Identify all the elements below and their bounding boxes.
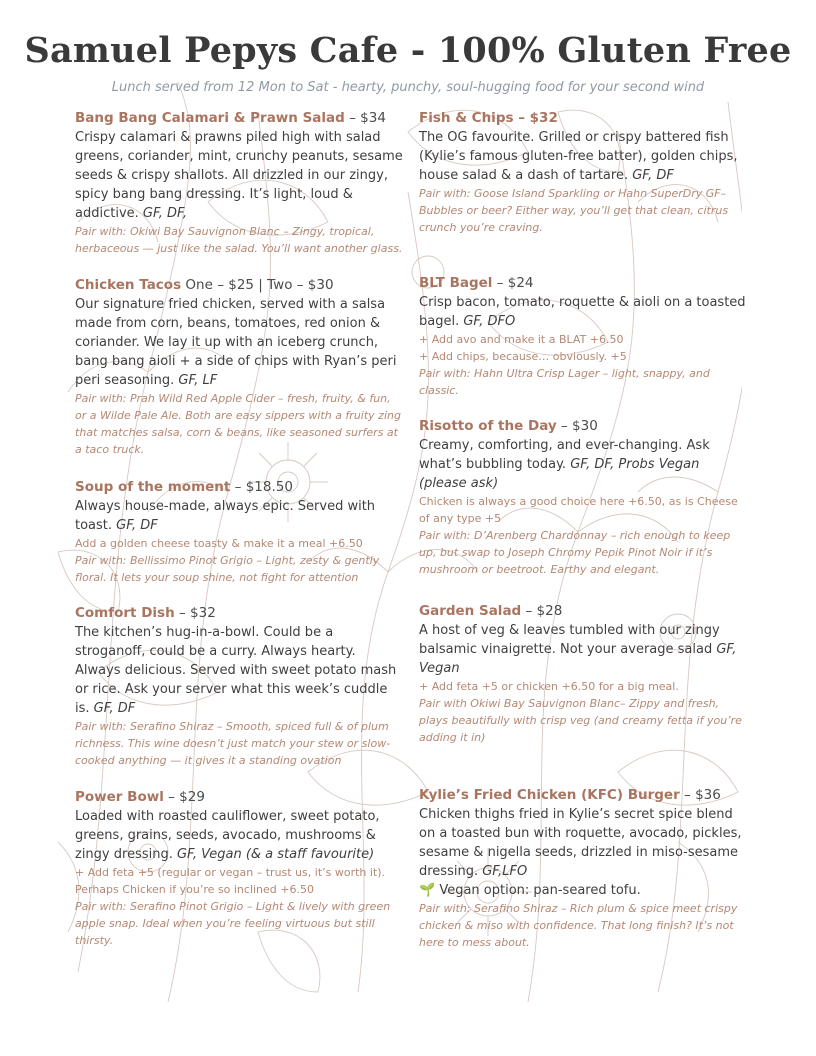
- item-pairing: Pair with Okiwi Bay Sauvignon Blanc– Zippy and fresh, plays beautifully with crisp veg (and creamy fetta if you’re adding it in): [419, 697, 742, 744]
- item-pairing: Pair with: Prah Wild Red Apple Cider – fresh, fruity, & fun, or a Wilde Pale Ale. Both are easy sippers with a fruity zing that matches salsa, corn & beans, like seasoned surfers at a taco truck.: [75, 392, 401, 456]
- item-pairing: Pair with: D’Arenberg Chardonnay – rich enough to keep up, but swap to Joseph Chromy Pepik Pinot Noir if it’s mushroom or beetroot. Earthy and elegant.: [419, 529, 731, 576]
- item-addon: + Add feta +5 (regular or vegan – trust us, it’s worth it).: [75, 866, 386, 879]
- item-tags: GF, DF: [116, 518, 158, 533]
- item-tags: GF,LFO: [482, 864, 528, 879]
- item-price: – $28: [521, 603, 563, 619]
- item-name: Power Bowl: [75, 789, 164, 805]
- item-description: Chicken thighs fried in Kylie’s secret spice blend on a toasted bun with roquette, avocado, pickles, sesame & nigella seeds, drizzled in miso-sesame dressing. GF,LFO: [419, 807, 742, 879]
- item-name: Comfort Dish: [75, 605, 175, 621]
- item-name: Bang Bang Calamari & Prawn Salad: [75, 110, 345, 126]
- item-heading: [419, 274, 749, 293]
- item-description: Our signature fried chicken, served with a salsa made from corn, beans, tomatoes, red onion & coriander. We lay it up with an iceberg crunch, bang bang aioli + a side of chips with Ryan’s peri peri seasoning. GF, LF: [75, 297, 397, 388]
- item-pairing: Pair with: Serafino Shiraz – Rich plum & spice meet crispy chicken & miso with confidence. That long finish? It’s not here to mess about.: [419, 902, 738, 949]
- item-heading: [75, 109, 405, 128]
- item-description: The OG favourite. Grilled or crispy battered fish (Kylie’s famous gluten-free batter), golden chips, house salad & a dash of tartare. GF, DF: [419, 130, 738, 183]
- menu-item-chicken-tacos: [75, 276, 405, 458]
- vegan-option: 🌱 Vegan option: pan-seared tofu.: [419, 883, 641, 898]
- item-description: A host of veg & leaves tumbled with our zingy balsamic vinaigrette. Not your average salad GF, Vegan: [419, 623, 737, 676]
- menu-item-blt-bagel: [419, 274, 749, 399]
- item-tags: GF, Vegan (& a staff favourite): [176, 847, 375, 862]
- item-name: BLT Bagel: [419, 275, 493, 291]
- item-addon: Chicken is always a good choice here +6.50, as is Cheese of any type +5: [419, 495, 738, 525]
- item-price: – $18.50: [230, 479, 293, 495]
- item-tags: GF, LF: [178, 373, 218, 388]
- seedling-icon: 🌱: [419, 883, 436, 898]
- item-heading: [75, 604, 405, 623]
- item-heading: [419, 786, 749, 805]
- item-tags: GF, DF: [93, 701, 136, 716]
- item-description: Loaded with roasted cauliflower, sweet potato, greens, grains, seeds, avocado, mushrooms & zingy dressing. GF, Vegan (& a staff favourite): [75, 809, 380, 862]
- item-name: Soup of the moment: [75, 479, 231, 495]
- item-pairing: Pair with: Serafino Pinot Grigio – Light & lively with green apple snap. Ideal when you’re feeling virtuous but still thirsty.: [75, 900, 391, 947]
- menu-item-power-bowl: [75, 788, 405, 949]
- menu-item-fish-and-chips: [419, 109, 749, 236]
- item-heading: [75, 276, 405, 295]
- item-description: Crispy calamari & prawns piled high with salad greens, coriander, mint, crunchy peanuts, sesame seeds & crispy shallots. All drizzled in our zingy, spicy bang bang dressing. It’s light, loud & addictive. GF, DF,: [75, 130, 403, 221]
- page-title: Samuel Pepys Cafe - 100% Gluten Free: [24, 30, 792, 71]
- item-description: Always house-made, always epic. Served with toast. GF, DF: [75, 499, 376, 533]
- item-pairing: Pair with: Serafino Shiraz – Smooth, spiced full & of plum richness. This wine doesn’t just match your stew or slow-cooked anything — it gives it a standing ovation: [75, 720, 391, 767]
- page-subtitle: Lunch served from 12 Mon to Sat - hearty, punchy, soul-hugging food for your second wind: [111, 80, 705, 95]
- menu-item-comfort-dish: [75, 604, 405, 769]
- item-name: Garden Salad: [419, 603, 522, 619]
- item-name: Kylie’s Fried Chicken (KFC) Burger: [419, 787, 680, 803]
- item-name: Chicken Tacos: [75, 277, 182, 293]
- item-tags: GF, Vegan: [419, 642, 737, 676]
- menu-item-risotto: [419, 417, 749, 578]
- item-heading: [419, 417, 749, 436]
- item-heading: [419, 109, 749, 128]
- item-tags: GF, DFO: [463, 314, 516, 329]
- item-pairing: Pair with: Okiwi Bay Sauvignon Blanc – Zingy, tropical, herbaceous — just like the salad. You’ll want another glass.: [75, 225, 403, 255]
- item-price: – $34: [344, 110, 386, 126]
- item-heading: [75, 478, 405, 497]
- item-addon: Add a golden cheese toasty & make it a meal +6.50: [75, 537, 363, 550]
- item-heading: [419, 602, 749, 621]
- item-name: Fish & Chips – $32: [419, 110, 558, 126]
- item-description: Creamy, comforting, and ever-changing. Ask what’s bubbling today. GF, DF, Probs Vegan (please ask): [419, 438, 710, 491]
- item-price: – $36: [679, 787, 721, 803]
- item-price: – $30: [556, 418, 598, 434]
- item-pairing: Pair with: Goose Island Sparkling or Hahn SuperDry GF– Bubbles or beer? Either way, you’ll get that clean, citrus crunch you’re craving.: [419, 187, 729, 234]
- menu-item-garden-salad: [419, 602, 749, 746]
- item-addon: Perhaps Chicken if you’re so inclined +6.50: [75, 883, 314, 896]
- item-price: One – $25 | Two – $30: [181, 277, 334, 293]
- item-description: The kitchen’s hug-in-a-bowl. Could be a stroganoff, could be a curry. Always hearty. Always delicious. Served with sweet potato mash or rice. Ask your server what this week’s cuddle is. GF, DF: [75, 625, 397, 716]
- menu-item-soup: [75, 478, 405, 586]
- item-price: – $24: [492, 275, 534, 291]
- item-tags: GF, DF, Probs Vegan (please ask): [419, 457, 700, 491]
- item-description: Crisp bacon, tomato, roquette & aioli on a toasted bagel. GF, DFO: [419, 295, 746, 329]
- item-tags: GF, DF: [632, 168, 674, 183]
- menu-item-calamari-salad: [75, 109, 405, 257]
- item-price: – $29: [163, 789, 205, 805]
- item-addon: + Add avo and make it a BLAT +6.50: [419, 333, 624, 346]
- item-heading: [75, 788, 405, 807]
- item-addon: + Add chips, because… obviously. +5: [419, 350, 627, 363]
- item-pairing: Pair with: Hahn Ultra Crisp Lager – light, snappy, and classic.: [419, 367, 710, 397]
- menu-item-kfc-burger: [419, 786, 749, 951]
- item-name: Risotto of the Day: [419, 418, 557, 434]
- item-tags: GF, DF,: [142, 206, 187, 221]
- item-addon: + Add feta +5 or chicken +6.50 for a big meal.: [419, 680, 679, 693]
- item-price: – $32: [174, 605, 216, 621]
- item-pairing: Pair with: Bellissimo Pinot Grigio – Light, zesty & gently floral. It lets your soup shine, not fight for attention: [75, 554, 380, 584]
